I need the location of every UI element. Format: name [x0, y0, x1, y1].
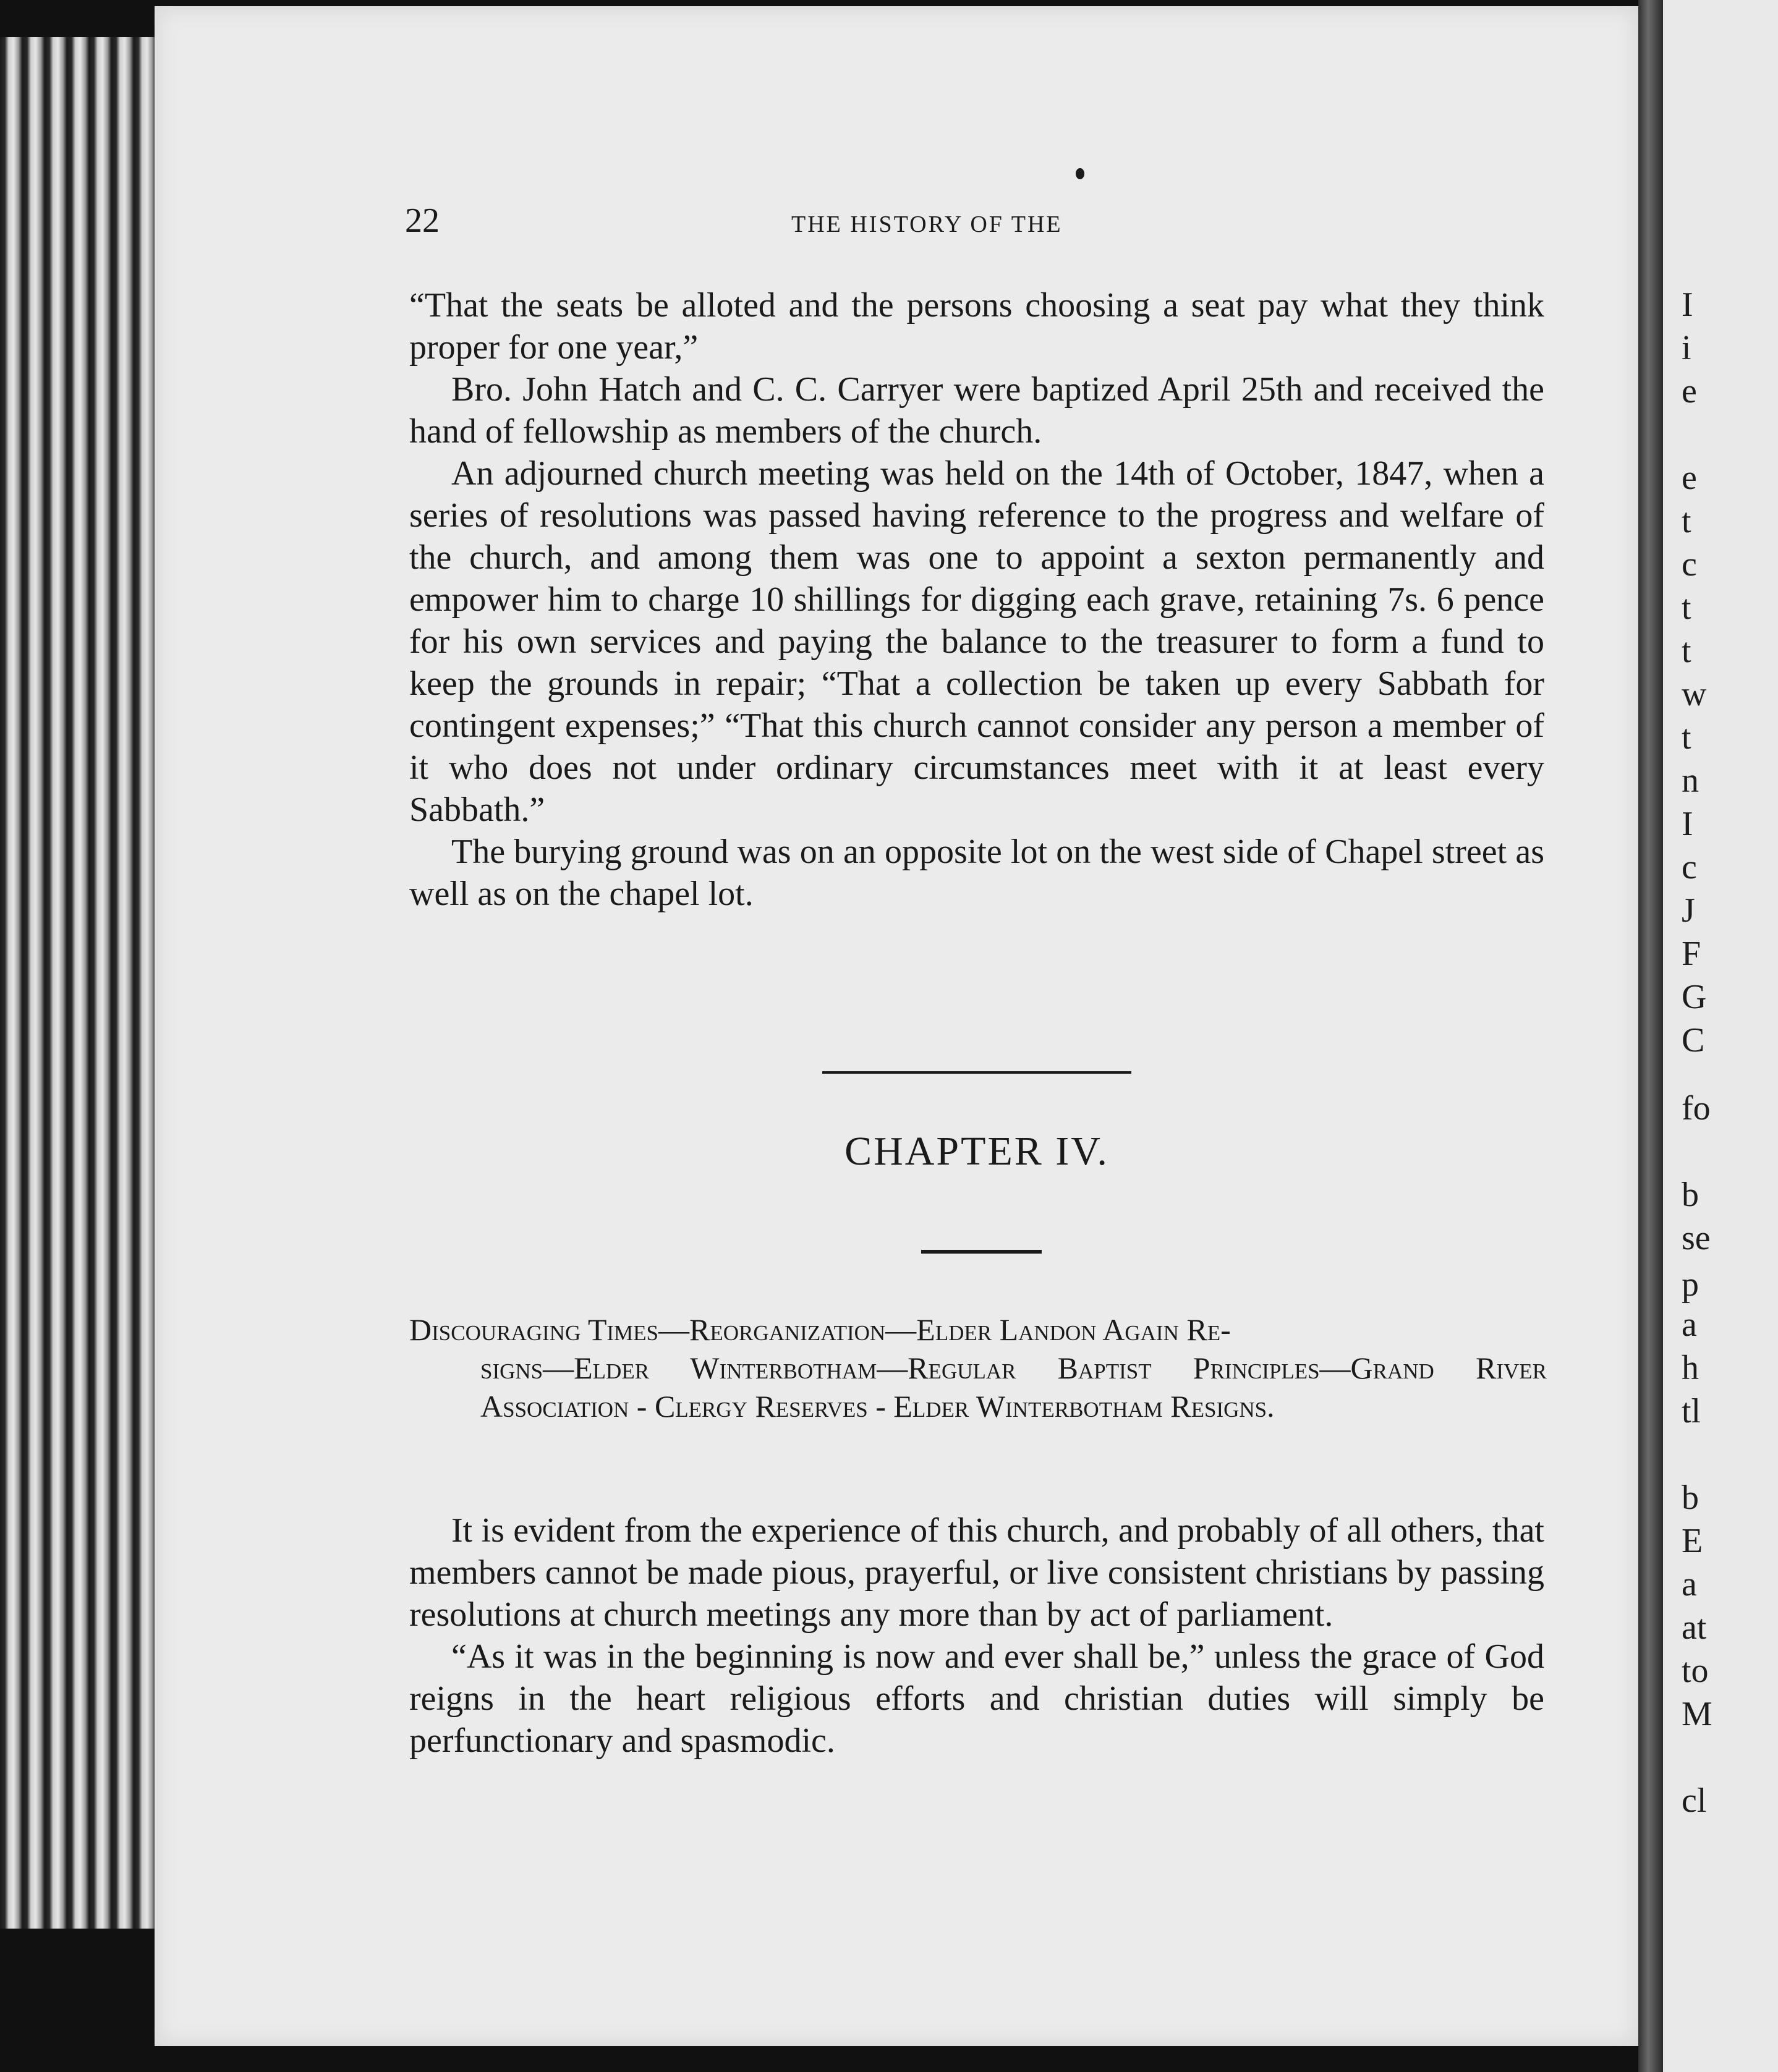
- facing-page-fragment: c: [1682, 848, 1697, 886]
- facing-page-fragment: e: [1682, 372, 1697, 410]
- facing-page-fragment: I: [1682, 286, 1693, 324]
- facing-page-fragment: cl: [1682, 1781, 1707, 1820]
- facing-page-fragment: t: [1682, 588, 1691, 627]
- paragraph: The burying ground was on an opposite lot on the west side of Chapel street as well as on the chapel lot.: [409, 833, 1544, 913]
- page-header: [405, 201, 1147, 244]
- facing-page-fragment: M: [1682, 1695, 1712, 1733]
- facing-page-fragment: I: [1682, 805, 1693, 843]
- facing-page-fragment: a: [1682, 1565, 1697, 1603]
- facing-page-fragment: at: [1682, 1608, 1707, 1647]
- facing-page-fragment: to: [1682, 1652, 1709, 1690]
- book-page-edges: [0, 0, 179, 2072]
- facing-page-fragment: t: [1682, 632, 1691, 670]
- chapter-body-text: [409, 1509, 1544, 1762]
- facing-page-fragment: E: [1682, 1522, 1703, 1560]
- chapter-title: CHAPTER IV.: [844, 1129, 1109, 1174]
- chapter-synopsis: [409, 1310, 1547, 1425]
- background-shadow: [0, 1929, 179, 2072]
- facing-page-fragment: G: [1682, 978, 1707, 1016]
- paragraph: It is evident from the experience of this church, and probably of all others, that members cannot be made pious, prayerful, or live consistent christians by passing resolutions at church meetings any more than by act of parliament.: [409, 1511, 1544, 1634]
- running-head: THE HISTORY OF THE: [791, 211, 1063, 237]
- facing-page-fragment: p: [1682, 1265, 1699, 1304]
- facing-page-fragment: se: [1682, 1219, 1711, 1257]
- facing-page-fragment: b: [1682, 1176, 1699, 1214]
- synopsis-line: signs—Elder Winterbotham—Regular Baptist Principles—Grand River Association - Clergy Reserves - Elder Winterbotham Resigns.: [480, 1351, 1547, 1424]
- paragraph: “That the seats be alloted and the persons choosing a seat pay what they think proper for one year,”: [409, 286, 1544, 367]
- facing-page-fragment: J: [1682, 891, 1695, 930]
- facing-page-fragment: w: [1682, 675, 1707, 713]
- chapter-rule: [921, 1250, 1042, 1254]
- paragraph: Bro. John Hatch and C. C. Carryer were baptized April 25th and received the hand of fellowship as members of the church.: [409, 370, 1544, 451]
- body-text: [409, 284, 1544, 915]
- facing-page-fragment: e: [1682, 459, 1697, 497]
- facing-page-fragment: b: [1682, 1479, 1699, 1517]
- facing-page-fragment: C: [1682, 1021, 1705, 1059]
- facing-page-fragment: i: [1682, 329, 1691, 367]
- book-gutter: [1638, 0, 1663, 2072]
- synopsis-line: Discouraging Times—Reorganization—Elder Landon Again Re-: [409, 1312, 1231, 1347]
- facing-page-fragment: c: [1682, 545, 1697, 584]
- ink-speck: [1076, 168, 1084, 179]
- facing-page-fragment: n: [1682, 762, 1699, 800]
- facing-page-fragment: t: [1682, 718, 1691, 757]
- facing-page-fragment: F: [1682, 935, 1701, 973]
- section-divider: [822, 1071, 1131, 1074]
- facing-page-fragment: a: [1682, 1306, 1697, 1344]
- page-number: 22: [405, 202, 440, 240]
- paragraph: An adjourned church meeting was held on the 14th of October, 1847, when a series of resolutions was passed having reference to the progress and welfare of the church, and among them was one to appoint a sexton permanently and empower him to charge 10 shillings for digging each grave, retaining 7s. 6 pence for his own services and paying the balance to the treasurer to form a fund to keep the grounds in repair; “That a collection be taken up every Sabbath for contingent expenses;” “That this church cannot consider any person a member of it who does not under ordinary circumstances meet with it at least every Sabbath.”: [409, 454, 1544, 829]
- paragraph: “As it was in the beginning is now and ever shall be,” unless the grace of God reigns in the heart religious efforts and christian duties will simply be perfunctionary and spasmodic.: [409, 1637, 1544, 1760]
- background-shadow: [0, 0, 179, 37]
- facing-page-fragment: h: [1682, 1349, 1699, 1387]
- facing-page-fragment: t: [1682, 502, 1691, 540]
- facing-page-fragment: fo: [1682, 1089, 1711, 1127]
- facing-page-fragment: tl: [1682, 1392, 1701, 1430]
- facing-page: [1663, 0, 1778, 2072]
